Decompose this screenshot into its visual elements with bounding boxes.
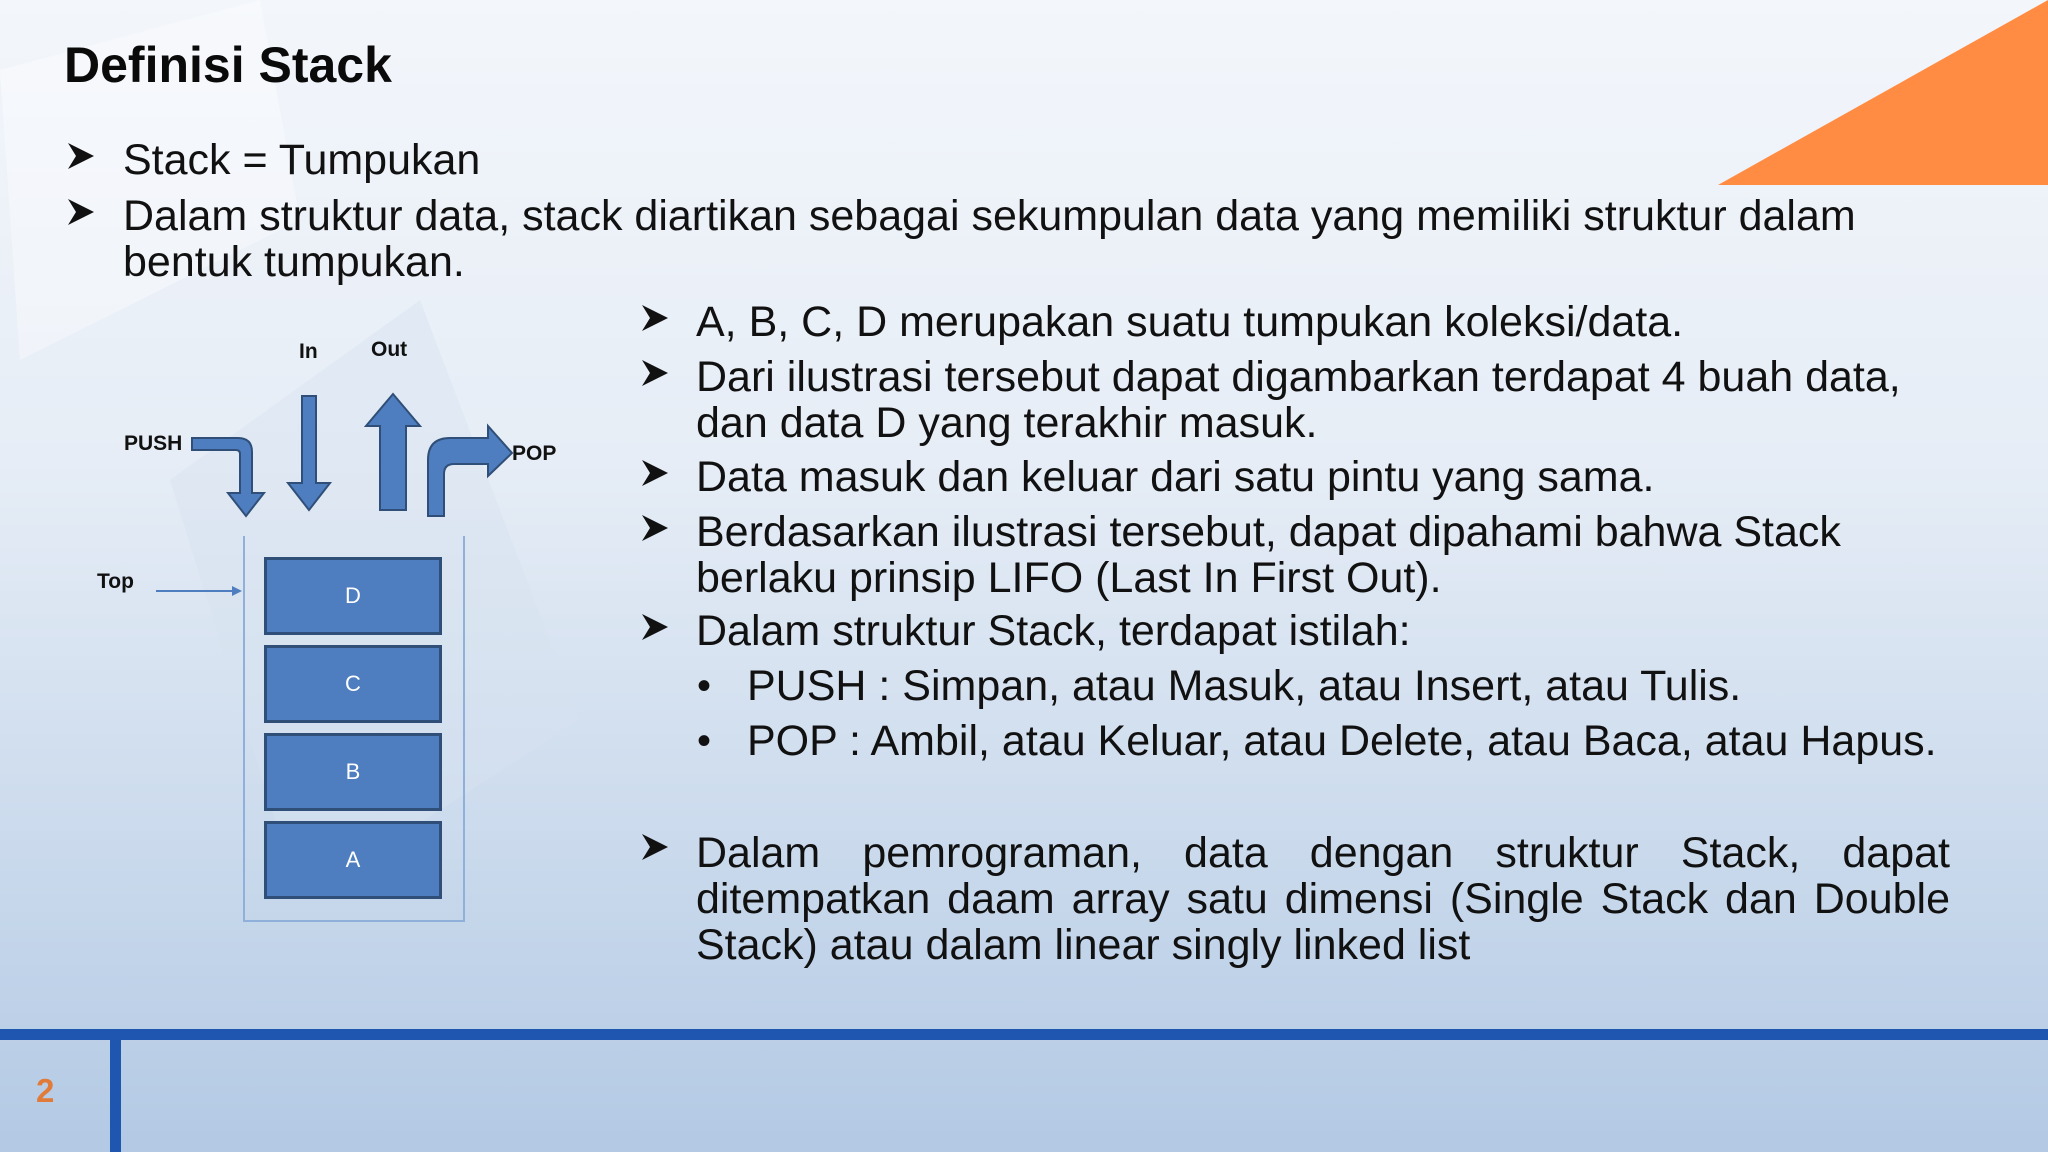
in-down-arrow-icon xyxy=(288,396,330,510)
page-number: 2 xyxy=(36,1072,55,1109)
top-bullet-2-line2: bentuk tumpukan. xyxy=(123,238,465,286)
bullet-arrow-icon xyxy=(640,358,670,388)
right-bullet-2-line2: dan data D yang terakhir masuk. xyxy=(696,399,1318,447)
stack-box-a: A xyxy=(264,821,442,899)
right-bullet-2-line1: Dari ilustrasi tersebut dapat digambarkan terdapat 4 buah data, xyxy=(696,353,1901,401)
top-pointer-arrow-icon xyxy=(154,581,244,601)
bullet-arrow-icon xyxy=(640,612,670,642)
right-bullet-4-line1: Berdasarkan ilustrasi tersebut, dapat dipahami bahwa Stack xyxy=(696,508,1841,556)
stack-box-b: B xyxy=(264,733,442,811)
right-bullet-6-line3: Stack) atau dalam linear singly linked list xyxy=(696,921,1471,969)
slide-title: Definisi Stack xyxy=(64,37,392,93)
stack-box-d: D xyxy=(264,557,442,635)
sub-bullet-pop: POP : Ambil, atau Keluar, atau Delete, atau Baca, atau Hapus. xyxy=(747,717,1937,765)
sub-bullet-dot-1: • xyxy=(697,664,712,708)
bullet-arrow-icon xyxy=(66,197,96,227)
stack-box-c: C xyxy=(264,645,442,723)
footer-band xyxy=(0,1029,2048,1040)
stack-flow-arrows xyxy=(188,388,518,528)
sub-bullet-push: PUSH : Simpan, atau Masuk, atau Insert, atau Tulis. xyxy=(747,662,1742,710)
bullet-arrow-icon xyxy=(66,141,96,171)
orange-corner-triangle xyxy=(1718,0,2048,190)
footer-divider xyxy=(110,1040,121,1152)
right-bullet-6-line2: ditempatkan daam array satu dimensi (Single Stack dan Double xyxy=(696,875,1950,923)
bullet-arrow-icon xyxy=(640,513,670,543)
push-curved-arrow-icon xyxy=(192,438,264,516)
right-bullet-4-line2: berlaku prinsip LIFO (Last In First Out). xyxy=(696,554,1442,602)
out-up-arrow-icon xyxy=(366,394,420,510)
label-in: In xyxy=(299,340,318,363)
label-top: Top xyxy=(97,570,134,593)
sub-bullet-dot-2: • xyxy=(697,719,712,763)
right-bullet-3: Data masuk dan keluar dari satu pintu yang sama. xyxy=(696,453,1655,501)
right-bullet-1: A, B, C, D merupakan suatu tumpukan koleksi/data. xyxy=(696,298,1684,346)
bullet-arrow-icon xyxy=(640,458,670,488)
pop-curved-arrow-icon xyxy=(428,426,512,516)
bullet-arrow-icon xyxy=(640,303,670,333)
top-bullet-2-line1: Dalam struktur data, stack diartikan sebagai sekumpulan data yang memiliki struktur dalam xyxy=(123,192,1856,240)
right-bullet-5: Dalam struktur Stack, terdapat istilah: xyxy=(696,607,1411,655)
right-bullet-6-line1: Dalam pemrograman, data dengan struktur Stack, dapat xyxy=(696,829,1950,877)
top-bullet-1: Stack = Tumpukan xyxy=(123,136,481,184)
bullet-arrow-icon xyxy=(640,832,670,862)
label-pop: POP xyxy=(512,442,557,465)
label-out: Out xyxy=(371,338,408,361)
label-push: PUSH xyxy=(124,432,183,455)
